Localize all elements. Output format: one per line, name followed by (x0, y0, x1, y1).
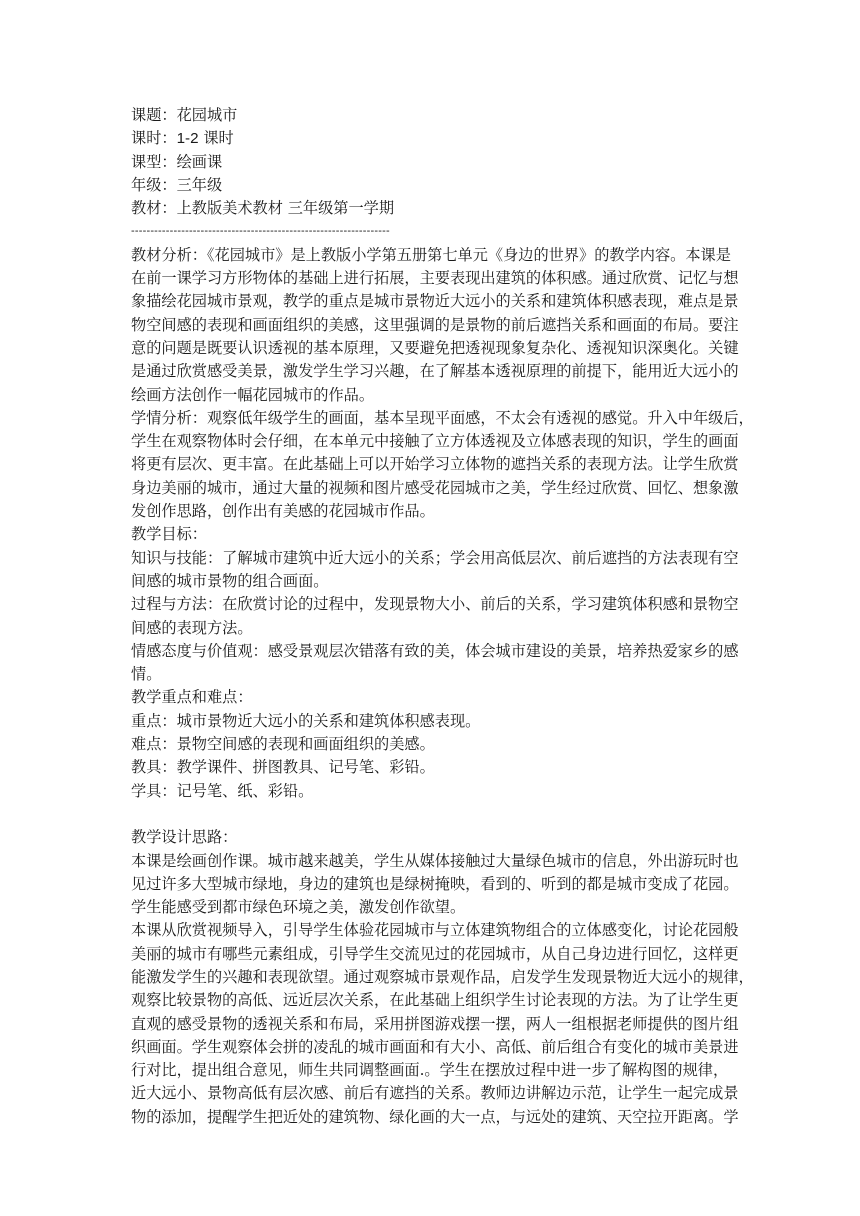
hours-line (131, 127, 739, 150)
hours-suffix: 课时 (198, 129, 234, 148)
body-text (131, 244, 754, 1129)
hours-value: 1-2 (176, 130, 199, 148)
body-line: 教具：教学课件、拼图教具、记号笔、彩铅。 (131, 758, 435, 777)
topic-line: 课题：花园城市 (131, 106, 238, 124)
body-line: 观察比较景物的高低、远近层次关系，在此基础上组织学生讨论表现的方法。为了让学生更 (131, 991, 739, 1010)
body-line: 间感的城市景物的组合画面。 (131, 571, 329, 590)
body-line: 象描绘花园城市景观，教学的重点是城市景物近大远小的关系和建筑体积感表现，难点是景 (131, 292, 739, 311)
body-line: 意的问题是既要认识透视的基本原理，又要避免把透视现象复杂化、透视知识深奥化。关键 (131, 338, 739, 357)
body-line: 能激发学生的兴趣和表现欲望。通过观察城市景观作品，启发学生发现景物近大远小的规律， (131, 967, 754, 986)
body-line: 身边美丽的城市，通过大量的视频和图片感受花园城市之美，学生经过欣赏、回忆、想象激 (131, 478, 739, 497)
body-line: 教学重点和难点： (131, 688, 253, 707)
body-line: 学情分析：观察低年级学生的画面，基本呈现平面感，不太会有透视的感觉。升入中年级后， (131, 408, 754, 427)
body-line: 绘画方法创作一幅花园城市的作品。 (131, 385, 374, 404)
body-line: 间感的表现方法。 (131, 618, 253, 637)
body-line: 教学目标： (131, 525, 207, 544)
hours-label: 课时： (131, 129, 177, 148)
body-line: 物空间感的表现和画面组织的美感，这里强调的是景物的前后遮挡关系和画面的布局。要注 (131, 315, 739, 334)
blank-line (131, 803, 739, 826)
textbook-line: 教材：上教版美术教材 三年级第一学期 (131, 199, 395, 218)
body-line: 将更有层次、更丰富。在此基础上可以开始学习立体物的遮挡关系的表现方法。让学生欣赏 (131, 455, 739, 474)
body-line: 织画面。学生观察体会拼的凌乱的城市画面和有大小、高低、前后组合有变化的城市美景进 (131, 1037, 739, 1056)
body-line: 行对比，提出组合意见，师生共同调整画面.。学生在摆放过程中进一步了解构图的规律， (131, 1061, 729, 1080)
body-line: 教材分析：《花园城市》是上教版小学第五册第七单元《身边的世界》的教学内容。本课是 (131, 245, 731, 264)
body-line: 学生能感受到都市绿色环境之美，激发创作欲望。 (131, 898, 466, 917)
body-line: 近大远小、景物高低有层次感、前后有遮挡的关系。教师边讲解边示范，让学生一起完成景 (131, 1084, 739, 1103)
body-line: 物的添加，提醒学生把近处的建筑物、绿化画的大一点，与远处的建筑、天空拉开距离。学 (131, 1107, 739, 1126)
body-line: 学生在观察物体时会仔细，在本单元中接触了立方体透视及立体感表现的知识，学生的画面 (131, 432, 739, 451)
body-line: 教学设计思路： (131, 828, 238, 847)
body-line: 直观的感受景物的透视关系和布局，采用拼图游戏摆一摆，两人一组根据老师提供的图片组 (131, 1014, 739, 1033)
body-line: 学具：记号笔、纸、彩铅。 (131, 781, 314, 800)
body-line: 是通过欣赏感受美景，激发学生学习兴趣，在了解基本透视原理的前提下，能用近大远小的 (131, 362, 739, 381)
body-line: 美丽的城市有哪些元素组成，引导学生交流见过的花园城市，从自己身边进行回忆，这样更 (131, 944, 739, 963)
body-line: 重点：城市景物近大远小的关系和建筑体积感表现。 (131, 711, 481, 730)
body-line: 情感态度与价值观：感受景观层次错落有致的美，体会城市建设的美景，培养热爱家乡的感 (131, 641, 739, 660)
body-line: 发创作思路，创作出有美感的花园城市作品。 (131, 502, 435, 521)
body-line: 见过许多大型城市绿地，身边的建筑也是绿树掩映，看到的、听到的都是城市变成了花园。 (131, 874, 739, 893)
divider-line: ------------------------------------------------------------------- (131, 225, 390, 238)
grade-line: 年级：三年级 (131, 175, 223, 194)
body-line: 情。 (131, 665, 162, 684)
document-page (131, 104, 754, 1129)
body-line: 本课是绘画创作课。城市越来越美，学生从媒体接触过大量绿色城市的信息，外出游玩时也 (131, 851, 739, 870)
body-line: 难点：景物空间感的表现和画面组织的美感。 (131, 735, 435, 754)
body-line: 知识与技能：了解城市建筑中近大远小的关系；学会用高低层次、前后遮挡的方法表现有空 (131, 548, 739, 567)
body-line: 本课从欣赏视频导入，引导学生体验花园城市与立体建筑物组合的立体感变化，讨论花园般 (131, 921, 739, 940)
type-line: 课型：绘画课 (131, 152, 223, 171)
body-line: 在前一课学习方形物体的基础上进行拓展，主要表现出建筑的体积感。通过欣赏、记忆与想 (131, 269, 739, 288)
body-line: 过程与方法：在欣赏讨论的过程中，发现景物大小、前后的关系，学习建筑体积感和景物空 (131, 595, 739, 614)
